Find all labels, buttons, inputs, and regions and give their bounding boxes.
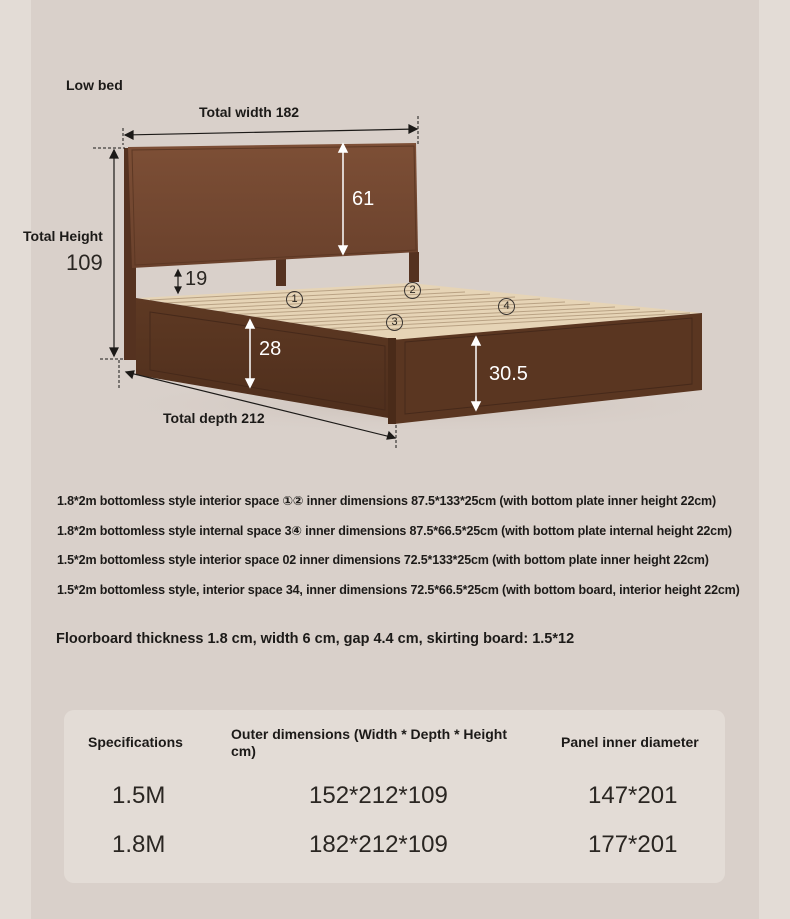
side-rail-height: 28 <box>259 338 282 360</box>
row-1-inner: 147*201 <box>588 782 678 809</box>
zone-marker-1: 1 <box>286 291 303 308</box>
diagram-title: Low bed <box>66 77 123 93</box>
foot-rail-height: 30.5 <box>489 363 528 385</box>
total-height-value: 109 <box>66 250 103 275</box>
spec-table <box>64 710 725 883</box>
note-line-2: 1.8*2m bottomless style internal space 3④ inner dimensions 87.5*66.5*25cm (with bottom plate internal height 22cm) <box>57 524 732 538</box>
total-width-label: Total width 182 <box>199 104 300 120</box>
total-height-label: Total Height <box>23 228 103 244</box>
note-line-1: 1.8*2m bottomless style interior space ①② inner dimensions 87.5*133*25cm (with bottom plate inner height 22cm) <box>57 494 717 508</box>
headboard-gap-height: 19 <box>185 268 208 290</box>
header-specifications: Specifications <box>88 734 183 750</box>
note-line-3: 1.5*2m bottomless style interior space 02 inner dimensions 72.5*133*25cm (with bottom plate inner height 22cm) <box>57 553 709 567</box>
zone-marker-4: 4 <box>498 298 515 315</box>
zone-marker-3: 3 <box>386 314 403 331</box>
row-2-inner: 177*201 <box>588 831 678 858</box>
headboard-panel-height: 61 <box>352 188 375 210</box>
row-2-spec: 1.8M <box>112 831 166 858</box>
total-depth-label: Total depth 212 <box>163 410 265 426</box>
header-outer-dimensions: Outer dimensions (Width * Depth * Height cm) <box>231 726 507 759</box>
header-panel-inner-diameter: Panel inner diameter <box>561 734 699 750</box>
zone-marker-2: 2 <box>404 282 421 299</box>
note-line-4: 1.5*2m bottomless style, interior space 34, inner dimensions 72.5*66.5*25cm (with bottom board, interior height 22cm) <box>57 583 740 597</box>
floorboard-note: Floorboard thickness 1.8 cm, width 6 cm, gap 4.4 cm, skirting board: 1.5*12 <box>56 631 575 647</box>
row-1-outer: 152*212*109 <box>309 782 448 809</box>
row-2-outer: 182*212*109 <box>309 831 448 858</box>
row-1-spec: 1.5M <box>112 782 166 809</box>
